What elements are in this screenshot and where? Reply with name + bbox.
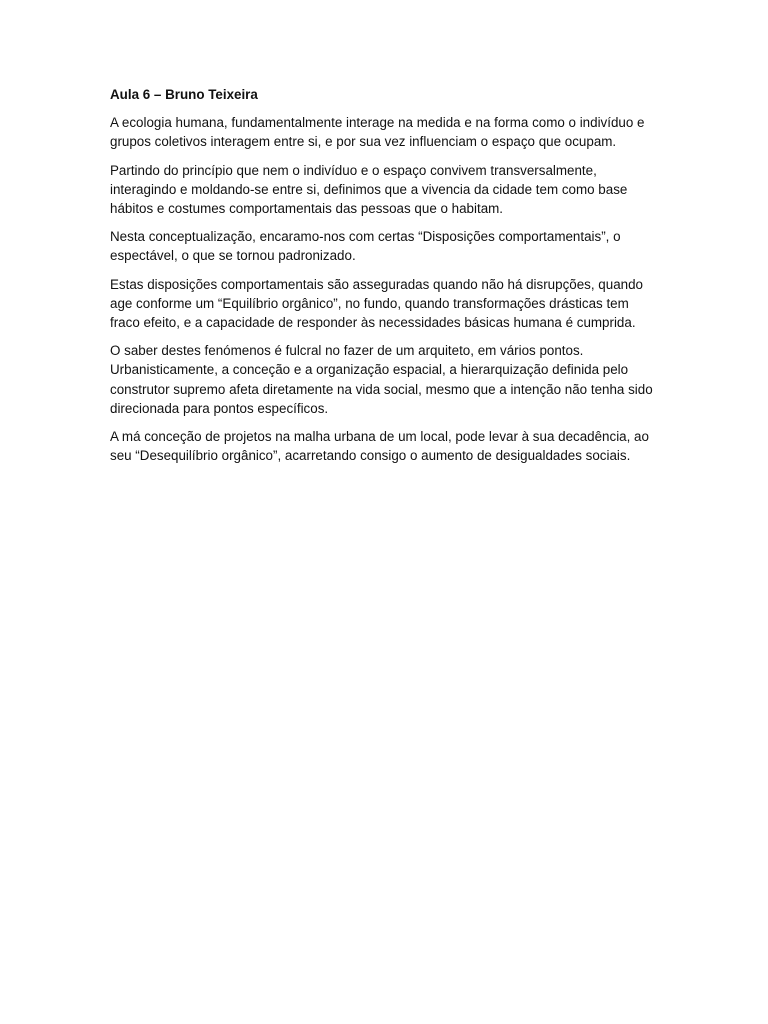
paragraph-1: A ecologia humana, fundamentalmente interage na medida e na forma como o indivíduo e grupos coletivos interagem entre si, e por sua vez influenciam o espaço que ocupam. [110, 115, 645, 150]
paragraph-5: O saber destes fenómenos é fulcral no fazer de um arquiteto, em vários pontos. Urbanisticamente, a conceção e a organização espacial, a hierarquização definida pelo construtor supremo afeta diretamente na vida social, mesmo que a intenção não tenha sido direcionada para pontos específicos. [110, 343, 653, 416]
paragraph-6: A má conceção de projetos na malha urbana de um local, pode levar à sua decadência, ao seu “Desequilíbrio orgânico”, acarretando consigo o aumento de desigualdades sociais. [110, 429, 649, 464]
document-title: Aula 6 – Bruno Teixeira [110, 87, 258, 102]
paragraph-3: Nesta conceptualização, encaramo-nos com certas “Disposições comportamentais”, o espectável, o que se tornou padronizado. [110, 229, 621, 264]
document-body [110, 85, 662, 474]
paragraph-4: Estas disposições comportamentais são asseguradas quando não há disrupções, quando age conforme um “Equilíbrio orgânico”, no fundo, quando transformações drásticas tem fraco efeito, e a capacidade de responder às necessidades básicas humana é cumprida. [110, 276, 643, 331]
paragraph-2: Partindo do princípio que nem o indivíduo e o espaço convivem transversalmente, interagindo e moldando-se entre si, definimos que a vivencia da cidade tem como base hábitos e costumes comportamentais das pessoas que o habitam. [110, 162, 628, 217]
